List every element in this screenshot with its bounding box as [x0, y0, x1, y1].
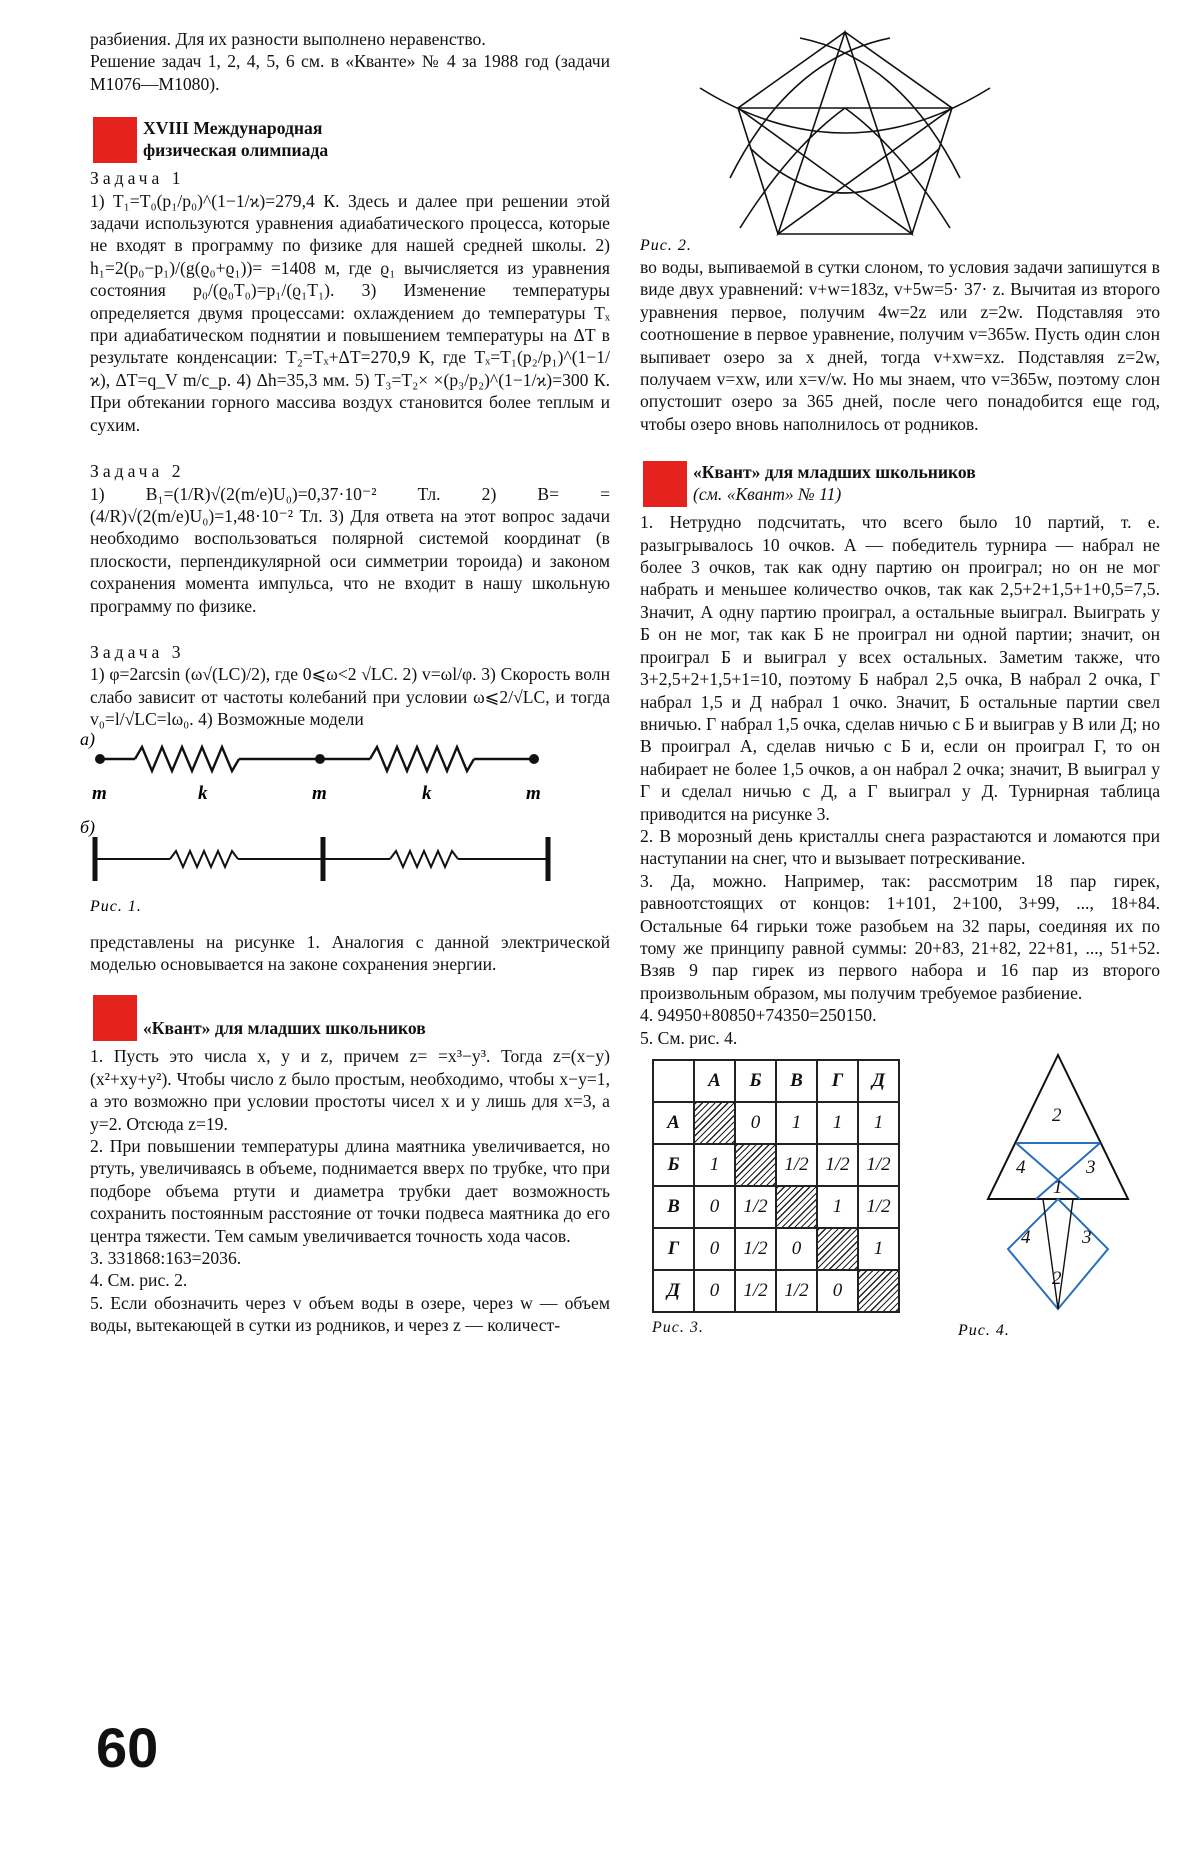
junior-heading: [90, 991, 610, 1041]
fig4-label-4-top: 4: [1016, 1157, 1026, 1178]
table-row-header: Г: [653, 1228, 694, 1270]
task2-label: Задача 2: [90, 461, 185, 482]
junior-answer-5: 5. Если обозначить через v объем воды в озере, через w — объем воды, вытекающей в сутки из родников, и через z — количест-: [90, 1292, 610, 1336]
table-header-cell: [653, 1060, 694, 1102]
left-column: [80, 28, 610, 1337]
table-cell: 0: [817, 1270, 858, 1312]
table-cell: 1: [694, 1144, 735, 1186]
table-cell: 1: [858, 1228, 899, 1270]
table-header-cell: Г: [817, 1060, 858, 1102]
table-cell: 0: [694, 1228, 735, 1270]
table-cell: 1/2: [858, 1186, 899, 1228]
fig1-mass-1: [95, 754, 105, 764]
table-row: [653, 1186, 899, 1228]
fig1-chain-b: [95, 837, 548, 881]
after-fig1-text: представлены на рисунке 1. Аналогия с данной электрической моделью основывается на законе сохранения энергии.: [90, 931, 610, 974]
fig1-caption: Рис. 1.: [90, 897, 142, 915]
fig1-label-m3: m: [526, 782, 541, 804]
table-cell: 1/2: [735, 1228, 776, 1270]
table-row: [653, 1270, 899, 1312]
junior11-answer-2: 2. В морозный день кристаллы снега разрастаются и ломаются при наступании на снег, что и вызывает потрескивание.: [640, 825, 1160, 869]
table-cell: [817, 1228, 858, 1270]
intro-paragraph-1: разбиения. Для их разности выполнено неравенство.: [90, 29, 486, 49]
red-marker-icon: [643, 461, 687, 507]
junior11-answer-1: 1. Нетрудно подсчитать, что всего было 10 партий, т. е. разыгрывалось 10 очков. А — победитель турнира — набрал не более 3 очков, так как одну партию он проиграл; но он не мог набрать и меньшее количество очков, так как 2,5+2+1,5+1+0,5=7,5. Значит, А одну партию проиграл, а остальные выиграл. Выиграть у Б он не мог, так как Б не проиграл ни одной партии; значит, он проиграл Б и выиграл у всех остальных. Заметим также, что 3+2,5+2+1,5+1=10, поэтому Б набрал 2,5 очка, В набрал 2 очка, Г набрал 1,5 и Д набрал 1 очко. Значит, Б остальные партии свел вничью. Г набрал 1,5 очка, сделав ничью с Б и выиграв у В или Д; но В проиграл А, сделав ничью с Б и, если он проиграл Г, то он набирает не более 1,5 очков, а он набрал 2 очка; значит, В выиграл у Г и сделал ничью с Д, а Г выиграл у Д. Турнирная таблица приводится на рисунке 3.: [640, 512, 1160, 824]
right-column: [640, 28, 1160, 1339]
junior-answer-2: 2. При повышении температуры длина маятника увеличивается, но ртуть, увеличиваясь в объеме, поднимается вверх по трубке, что при подборе объема ртути и диаметра трубки дает возможность сохранить постоянным расстояние от точки подвеса маятника до его центра тяжести. Тем самым увеличивается точность хода часов.: [90, 1136, 610, 1246]
figure-3: [652, 1059, 900, 1339]
olympiad-heading: [90, 113, 610, 163]
table-cell: 1/2: [735, 1186, 776, 1228]
junior-answer-1: 1. Пусть это числа x, y и z, причем z= =x³−y³. Тогда z=(x−y)(x²+xy+y²). Чтобы число z было простым, необходимо, чтобы x−y=1, а это возможно при условии простоты чисел x и y лишь для x=3, а y=2. Отсюда z=19.: [90, 1046, 610, 1134]
olympiad-title-line1: XVIII Международная: [143, 118, 323, 139]
fig1-label-k2: k: [422, 782, 432, 804]
table-cell: 1: [858, 1102, 899, 1144]
junior11-title: «Квант» для младших школьников: [693, 462, 976, 483]
fig2-caption: Рис. 2.: [640, 237, 692, 254]
table-cell: 0: [694, 1270, 735, 1312]
junior-answer-4: 4. См. рис. 2.: [90, 1270, 188, 1291]
fig1-mass-3: [529, 754, 539, 764]
table-cell: 0: [735, 1102, 776, 1144]
table-row: [653, 1144, 899, 1186]
junior11-answer-3: 3. Да, можно. Например, так: рассмотрим 18 пар гирек, равноотстоящих от концов: 1+101, 2+100, 3+99, ..., 18+84. Остальные 64 гирьки тоже разобьем на 32 пары, соединяя их по тому же принципу равной суммы: 20+83, 21+82, 22+81, ..., 51+52. Взяв 9 пар гирек из первого набора и 16 пар из второго произвольным образом, мы получим требуемое разбиение.: [640, 870, 1160, 1003]
table-header-row: [653, 1060, 899, 1102]
table-row-header: В: [653, 1186, 694, 1228]
fig1-label-m2: m: [312, 782, 327, 804]
task1-text: 1) T₁=T₀(p₁/p₀)^(1−1/ϰ)=279,4 К. Здесь и далее при решении этой задачи используются уравнения адиабатического процесса, которые не входят в программу по физике для нашей средней школы. 2) h₁=2(p₀−p₁)/(g(ϱ₀+ϱ₁))= =1408 м, где ϱ₁ вычисляется из уравнения состояния p₀/(ϱ₀T₀)=p₁/(ϱ₁T₁). 3) Изменение температуры определяется двумя процессами: охлаждением до температуры Tₓ при адиабатическом поднятии и повышением температуры на ΔT в результате конденсации: T₂=Tₓ+ΔT=270,9 К, где Tₓ=T₁(p₂/p₁)^(1−1/ϰ), ΔT=q_V m/c_p. 4) Δh=35,3 мм. 5) T₃=T₂× ×(p₃/p₂)^(1−1/ϰ)=300 К. При обтекании горного массива воздух становится более теплым и сухим.: [90, 190, 610, 435]
fig4-rhombus: [1008, 1199, 1108, 1309]
task3-text: 1) φ=2arcsin (ω√(LC)/2), где 0⩽ω<2 √LC. 2) v=ωl/φ. 3) Скорость волн слабо зависит от частоты колебаний при условии ω⩽2/√LC, и тогда v₀=l/√LC=lω₀. 4) Возможные модели: [90, 664, 610, 730]
table-cell: 1/2: [735, 1270, 776, 1312]
junior11-subtitle: (см. «Квант» № 11): [693, 484, 842, 505]
table-cell: 0: [694, 1186, 735, 1228]
fig4-label-1: 1: [1053, 1177, 1063, 1198]
red-marker-icon: [93, 995, 137, 1041]
junior-answer-3: 3. 331868:163=2036.: [90, 1248, 242, 1269]
fig1-label-a: а): [80, 728, 95, 749]
table-row: [653, 1102, 899, 1144]
lake-continuation: во воды, выпиваемой в сутки слоном, то условия задачи запишутся в виде двух уравнений: v+w=183z, v+5w=5· 37· z. Вычитая из второго уравнения первое, получим 4w=2z или z=2w. Подставляя это соотношение в первое уравнение, получим v=365w. Пусть один слон выпивает озеро за x дней, тогда v+xw=xz. Подставляя z=2w, получаем v=xw, или x=v/w. Но мы знаем, что v=365w, поэтому слон опустошит озеро за 365 дней, после чего понадобится еще год, чтобы озеро вновь наполнилось от родников.: [640, 257, 1160, 434]
junior11-answer-4: 4. 94950+80850+74350=250150.: [640, 1005, 877, 1026]
table-cell: [735, 1144, 776, 1186]
fig4-blue-line-1: [1016, 1143, 1080, 1199]
table-cell: 1/2: [817, 1144, 858, 1186]
table-cell: [776, 1186, 817, 1228]
fig3-caption: Рис. 3.: [652, 1319, 704, 1336]
tournament-table: [652, 1059, 900, 1313]
table-row-header: Д: [653, 1270, 694, 1312]
intro-paragraph-2: Решение задач 1, 2, 4, 5, 6 см. в «Кванте» № 4 за 1988 год (задачи М1076—М1080).: [90, 51, 610, 94]
figures-3-4: [640, 1049, 1160, 1339]
table-row-header: Б: [653, 1144, 694, 1186]
table-cell: 1/2: [776, 1144, 817, 1186]
table-cell: 1: [776, 1102, 817, 1144]
figure-4: [958, 1049, 1158, 1339]
table-cell: [694, 1102, 735, 1144]
fig4-caption: Рис. 4.: [958, 1322, 1010, 1339]
fig2-drawing: [700, 32, 990, 234]
table-row-header: А: [653, 1102, 694, 1144]
olympiad-title-line2: физическая олимпиада: [143, 140, 329, 161]
task1-label: Задача 1: [90, 168, 185, 189]
table-cell: 0: [776, 1228, 817, 1270]
fig1-label-k1: k: [198, 782, 208, 804]
fig1-label-b: б): [80, 816, 96, 837]
fig4-label-2-bottom: 2: [1052, 1268, 1062, 1289]
table-cell: 1: [817, 1102, 858, 1144]
table-header-cell: А: [694, 1060, 735, 1102]
fig1-mass-2: [315, 754, 325, 764]
table-cell: [858, 1270, 899, 1312]
junior11-answer-5: 5. См. рис. 4.: [640, 1027, 738, 1048]
table-header-cell: Б: [735, 1060, 776, 1102]
table-row: [653, 1228, 899, 1270]
table-cell: 1: [817, 1186, 858, 1228]
fig4-label-4-bottom: 4: [1021, 1227, 1031, 1248]
task3-label: Задача 3: [90, 641, 185, 662]
figure-1: [80, 728, 610, 921]
table-header-cell: В: [776, 1060, 817, 1102]
red-marker-icon: [93, 117, 137, 163]
fig4-label-3-bottom: 3: [1082, 1227, 1092, 1248]
fig4-label-2-top: 2: [1052, 1105, 1062, 1126]
table-header-cell: Д: [858, 1060, 899, 1102]
figure-2: [640, 28, 1160, 256]
junior-title: «Квант» для младших школьников: [143, 1018, 426, 1039]
table-cell: 1/2: [776, 1270, 817, 1312]
page-number: 60: [96, 1716, 159, 1779]
junior11-heading: [640, 457, 1160, 507]
fig4-label-3-top: 3: [1086, 1157, 1096, 1178]
table-cell: 1/2: [858, 1144, 899, 1186]
fig1-label-m1: m: [92, 782, 107, 804]
task2-text: 1) B₁=(1/R)√(2(m/e)U₀)=0,37·10⁻² Тл. 2) B= =(4/R)√(2(m/e)U₀)=1,48·10⁻² Тл. 3) Для ответа на этот вопрос задачи необходимо воспользоваться полярной системой координат (в плоскости, перпендикулярной оси симметрии тороида) и законом сохранения момента импульса, что не входит в нашу школьную программу по физике.: [90, 483, 610, 616]
